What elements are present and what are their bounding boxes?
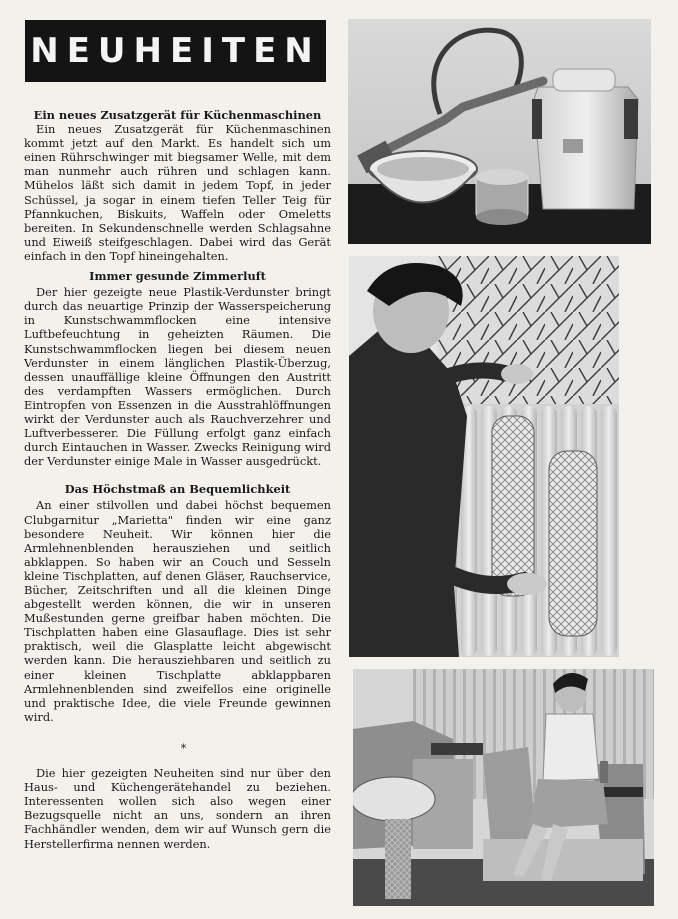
article-heading-comfort: Das Höchstmaß an Bequemlichkeit bbox=[64, 482, 291, 497]
banner-title: NEUHEITEN bbox=[30, 31, 321, 71]
photo-kitchen-mixer bbox=[348, 19, 651, 244]
separator-star: * bbox=[180, 741, 187, 755]
article-heading-kitchen: Ein neues Zusatzgerät für Küchenmaschinen bbox=[33, 108, 322, 122]
article-heading-air: Immer gesunde Zimmerluft bbox=[89, 269, 266, 284]
closing-note: Die hier gezeigten Neuheiten sind nur über den Haus- und Küchengerätehandel zu beziehen. Interessenten wollen sich also wegen einer Bezugsquelle nicht an uns, sondern an ihren Fachhändler wenden, dem wir auf Wunsch gern die Herstellerfirma nennen werden. bbox=[24, 766, 331, 851]
photo-air-evaporator bbox=[349, 256, 619, 657]
article-body-air: Der hier gezeigte neue Plastik-Verdunster bringt durch das neuartige Prinzip der Wasserspeicherung in Kunstschwammflocken eine intensive Luftbefeuchtung in geheizten Räumen. Die Kunstschwammflocken liegen bei diesem neuen Verdunster in einem länglichen Plastik-Überzug, dessen unauffällige kleine Öffnungen den Austritt des verdampften Wassers ermöglichen. Durch Eintropfen von Essenzen in die Ausstrahlöffnungen wirkt der Verdunster auch als Rauchverzehrer und Luftverbesserer. Die Füllung erfolgt ganz einfach durch Eintauchen in Wasser. Zwecks Reinigung wird der Verdunster einige Male in Wasser ausgedrückt. bbox=[24, 285, 331, 469]
section-banner bbox=[25, 20, 326, 82]
photo-club-armchair bbox=[353, 669, 654, 906]
article-body-comfort: An einer stilvollen und dabei höchst bequemen Clubgarnitur „Marietta" finden wir eine ganz besondere Neuheit. Wir können hier die Armlehnenblenden herausziehen und seitlich abklappen. So haben wir an Couch und Sesseln kleine Tischplatten, auf denen Gläser, Rauchservice, Bücher, Zeitschriften und all die kleinen Dinge abgestellt werden können, die wir in unseren Mußestunden gerne greifbar haben möchten. Die Tischplatten haben eine Glasauflage. Dies ist sehr praktisch, weil die Glasplatte leicht abgewischt werden kann. Die herausziehbaren und seitlich zu einer kleinen Tischplatte abklappbaren Armlehnenblenden sind zweifellos eine originelle und praktische Idee, die viele Freunde gewinnen wird. bbox=[24, 498, 331, 724]
article-column bbox=[24, 108, 331, 851]
article-body-kitchen: Ein neues Zusatzgerät für Küchenmaschinen kommt jetzt auf den Markt. Es handelt sich um einen Rührschwinger mit biegsamer Welle, mit dem man nunmehr auch rühren und schlagen kann. Mühelos läßt sich damit in jedem Topf, in jeder Schüssel, ja sogar in einem tiefen Teller Teig für Pfannkuchen, Biskuits, Waffeln oder Omeletts bereiten. In Sekundenschnelle werden Schlagsahne und Eiweiß steifgeschlagen. Dabei wird das Gerät einfach in den Topf hineingehalten. bbox=[24, 122, 331, 263]
